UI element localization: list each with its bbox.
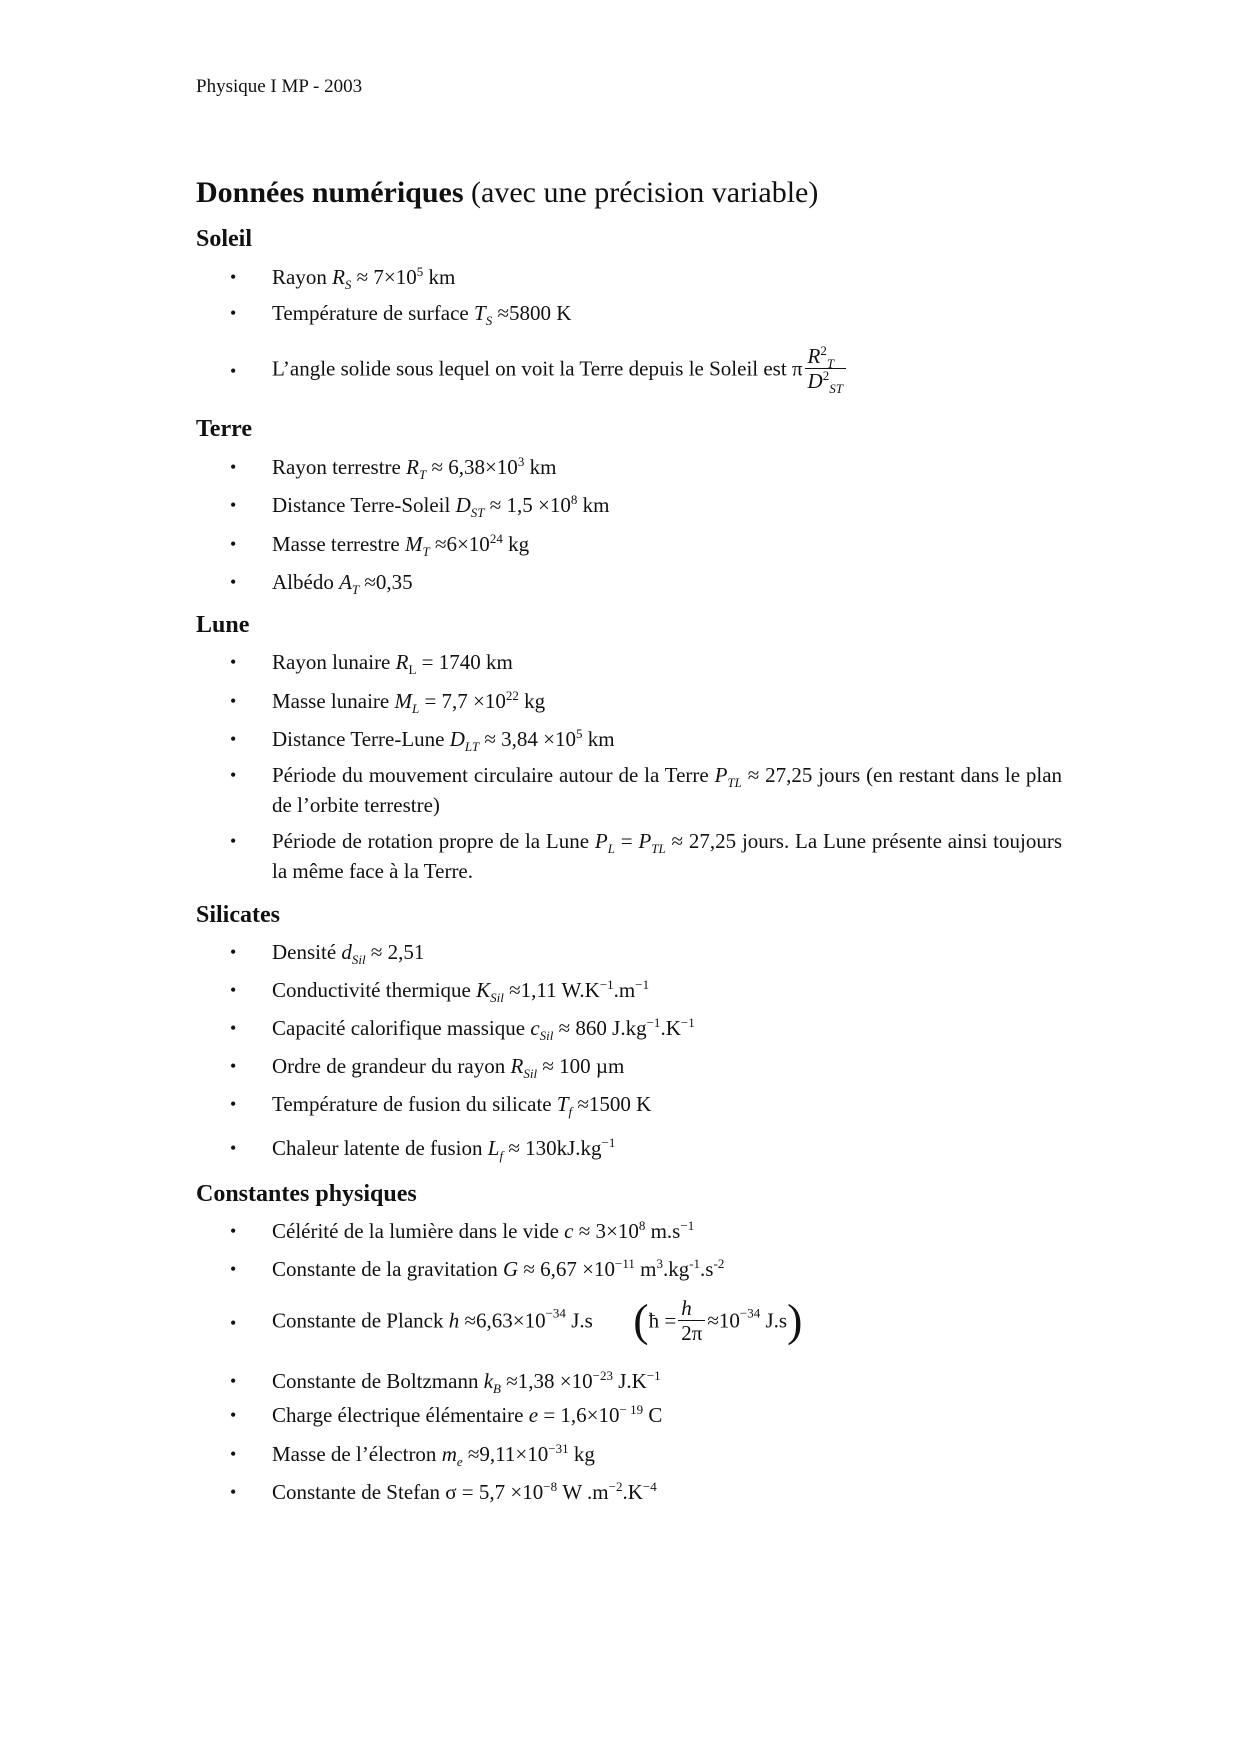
item-value: = 1740 km [421, 650, 513, 674]
item-value: ≈ 27,25 jours [671, 829, 784, 853]
item-value: ≈ 1,5 ×10 [489, 493, 571, 517]
item-label: Masse de l’électron [272, 1442, 437, 1466]
section-terre: Terre [196, 416, 252, 442]
item-label: Rayon lunaire [272, 650, 391, 674]
math-symbol: k [483, 1369, 494, 1393]
bullet: • [230, 1371, 237, 1391]
item-value: ≈ 6,38×10 [431, 455, 518, 479]
hbar-definition: ħ = [648, 1308, 677, 1333]
item-label: Conductivité thermique [272, 978, 471, 1002]
page-header: Physique I MP - 2003 [196, 76, 363, 97]
item-value: ≈0,35 [364, 570, 413, 594]
item-value: = 7,7 ×10 [424, 689, 506, 713]
item-label: Ordre de grandeur du rayon [272, 1054, 506, 1078]
bullet: • [230, 1444, 237, 1464]
item-value: ≈ 3,84 ×10 [484, 727, 576, 751]
bullet: • [230, 691, 237, 711]
item-label: Période de rotation propre de la Lune [272, 829, 590, 853]
item-label: Température de fusion du silicate [272, 1092, 552, 1116]
math-symbol: M [394, 689, 412, 713]
item-value: ≈6×10 [434, 532, 490, 556]
bullet: • [230, 942, 237, 962]
page-title [196, 176, 818, 210]
document-page: Physique I MP - 2003 Données numériques (avec une précision variable) Soleil • Rayon $R_S \approx 7\times 10^5$ km • Température de surface $T_S \approx 5800$ K • L’angle solide sous lequel on voit la Terre depuis le Soleil est π $\frac{R^2_T}{D^2_{ST}}$ Terre • Rayon terrestre $R_T \approx 6,38\times 10^3$ km • Distance Terre-Soleil $D_{ST} \approx 1,5 \times 10^8$ km • Masse terrestre $M_T \approx 6\times 10^{24}$ kg • Albédo $A_T \approx 0,35$ Lune • Rayon lunaire $R_L = 1740$ km • Masse lunaire $M_L = 7,7 \times 10^{22}$ kg • Distance Terre-Lune $D_{LT} \approx 3,84 \times 10^5$ km • Période du mouvement circulaire autour de la Terre $P_{TL} \approx 27,25$ jours (en restant dans le plan de l’orbite terrestre) • Période de rotation propre de la Lune $P_L = P_{TL} \approx 27,25$ jours. La Lune présente ainsi toujours la même face à la Terre. Silicates • Densité $d_{Sil} \approx 2,51$ • Conductivité thermique $K_{Sil} \approx 1,11$ $W.K^{-1}.m^{-1}$ • Capacité calorifique massique $c_{Sil} \approx 860$ $J.kg^{-1}.K^{-1}$ • Ordre de grandeur du rayon $R_{Sil} \approx 100$ µm • Température de fusion du silicate $T_f \approx 1500$ K • Chaleur latente de fusion $L_f \approx 130kJ.kg^{-1}$ Constantes physiques • Célérité de la lumière dans le vide $c \approx 3\times 10^8$ $m.s^{-1}$ • Constante de la gravitation $G \approx 6,67 \times 10^{-11}$ $m^3.kg^{-1}.s^{-2}$ • Constante de Planck $h \approx 6,63\times 10^{-34}$ J.s (ħ = $\frac{h}{2\pi}$ $\approx 10^{-34}$ J.s) • Constante de Boltzmann $k_B \approx 1,38 \times 10^{-23}$ $J.K^{-1}$ • Charge électrique élémentaire $e = 1,6\times 10^{- 19}$ C • Masse de l’électron $m_e \approx 9,11\times 10^{-31}$ kg • Constante de Stefan $\sigma = 5,7 \times 10^{-8}$ W $.m^{-2}.K^{-4}$ [0, 0, 1242, 1754]
hbar-fraction: $\frac{h}{2\pi}$ [678, 1296, 705, 1345]
bullet: • [230, 267, 237, 287]
bullet: • [230, 1018, 237, 1038]
math-symbol: c [564, 1219, 574, 1243]
item-label: Constante de Boltzmann [272, 1369, 479, 1393]
math-symbol: c [530, 1016, 540, 1040]
math-symbol: σ [445, 1480, 457, 1504]
bullet: • [230, 572, 237, 592]
item-value: ≈ 6,67 ×10 [523, 1257, 615, 1281]
item-label: Charge électrique élémentaire [272, 1403, 524, 1427]
math-symbol: e [528, 1403, 539, 1427]
left-paren: ( [633, 1294, 649, 1346]
section-silicates: Silicates [196, 902, 280, 928]
section-lune: Lune [196, 612, 250, 638]
bullet: • [230, 1482, 237, 1502]
math-symbol: P [714, 763, 728, 787]
math-symbol: m [441, 1442, 457, 1466]
math-symbol: R [395, 650, 409, 674]
bullet: • [230, 729, 237, 749]
item-value: ≈1500 K [577, 1092, 652, 1116]
item-label: Période du mouvement circulaire autour de la Terre [272, 763, 709, 787]
math-symbol: T [474, 301, 486, 325]
item-value: ≈ 2,51 [370, 940, 425, 964]
title-bold: Données numériques [196, 176, 464, 209]
math-symbol: h [448, 1308, 460, 1333]
item-label: Température de surface [272, 301, 469, 325]
item-label: Densité [272, 940, 337, 964]
item-label: Albédo [272, 570, 334, 594]
math-symbol: P [594, 829, 608, 853]
bullet: • [230, 831, 237, 851]
item-value: ≈6,63×10 [464, 1308, 546, 1333]
item-value: ≈9,11×10 [467, 1442, 549, 1466]
math-symbol: A [339, 570, 352, 594]
item-label: Distance Terre-Soleil [272, 493, 451, 517]
math-symbol: T [556, 1092, 569, 1116]
item-label: L’angle solide sous lequel on voit la Terre depuis le Soleil est [272, 356, 787, 381]
bullet: • [230, 1221, 237, 1241]
bullet: • [230, 980, 237, 1000]
item-value: = 1,6×10 [543, 1403, 620, 1427]
item-label: Chaleur latente de fusion [272, 1136, 483, 1160]
bullet: • [230, 1313, 237, 1333]
item-label: Distance Terre-Lune [272, 727, 445, 751]
bullet: • [230, 1138, 237, 1158]
item-value: ≈ 130kJ.kg [508, 1136, 602, 1160]
bullet: • [230, 1094, 237, 1114]
right-paren: ) [787, 1294, 803, 1346]
bullet: • [230, 361, 237, 381]
solid-angle-fraction: $\frac{R^2_T}{D^2_{ST}}$ [805, 344, 846, 393]
bullet: • [230, 1259, 237, 1279]
item-label: Célérité de la lumière dans le vide [272, 1219, 559, 1243]
pi-symbol: π [791, 356, 803, 381]
section-soleil: Soleil [196, 226, 253, 252]
item-label: Rayon [272, 265, 327, 289]
math-symbol: L [487, 1136, 500, 1160]
item-value: ≈1,11 W.K [509, 978, 600, 1002]
item-value: ≈ 7×10 [356, 265, 417, 289]
bullet: • [230, 1405, 237, 1425]
item-value: ≈ 860 J.kg [558, 1016, 647, 1040]
math-symbol: K [476, 978, 491, 1002]
bullet: • [230, 534, 237, 554]
item-label: Rayon terrestre [272, 455, 401, 479]
bullet: • [230, 652, 237, 672]
bullet: • [230, 1056, 237, 1076]
title-rest: (avec une précision variable) [463, 176, 819, 209]
math-symbol: R [510, 1054, 524, 1078]
item-value: ≈ 27,25 jours [747, 763, 861, 787]
item-label: Capacité calorifique massique [272, 1016, 526, 1040]
math-symbol: R [406, 455, 419, 479]
item-value: = 5,7 ×10 [461, 1480, 544, 1504]
bullet: • [230, 303, 237, 323]
math-symbol: D [449, 727, 465, 751]
item-label: Constante de Planck [272, 1308, 444, 1333]
section-constantes: Constantes physiques [196, 1181, 417, 1207]
item-value: ≈ 100 µm [542, 1054, 625, 1078]
item-value: ≈ 3×10 [578, 1219, 639, 1243]
math-symbol: d [341, 940, 352, 964]
math-symbol: G [502, 1257, 519, 1281]
item-label: Masse lunaire [272, 689, 390, 713]
item-label: Constante de Stefan [272, 1480, 440, 1504]
item-label: Constante de la gravitation [272, 1257, 498, 1281]
bullet: • [230, 457, 237, 477]
bullet: • [230, 765, 237, 785]
math-symbol: R [332, 265, 345, 289]
item-value: ≈1,38 ×10 [506, 1369, 593, 1393]
math-symbol: D [455, 493, 471, 517]
math-symbol: M [404, 532, 423, 556]
item-value: ≈5800 [497, 301, 551, 325]
bullet: • [230, 495, 237, 515]
item-label: Masse terrestre [272, 532, 400, 556]
